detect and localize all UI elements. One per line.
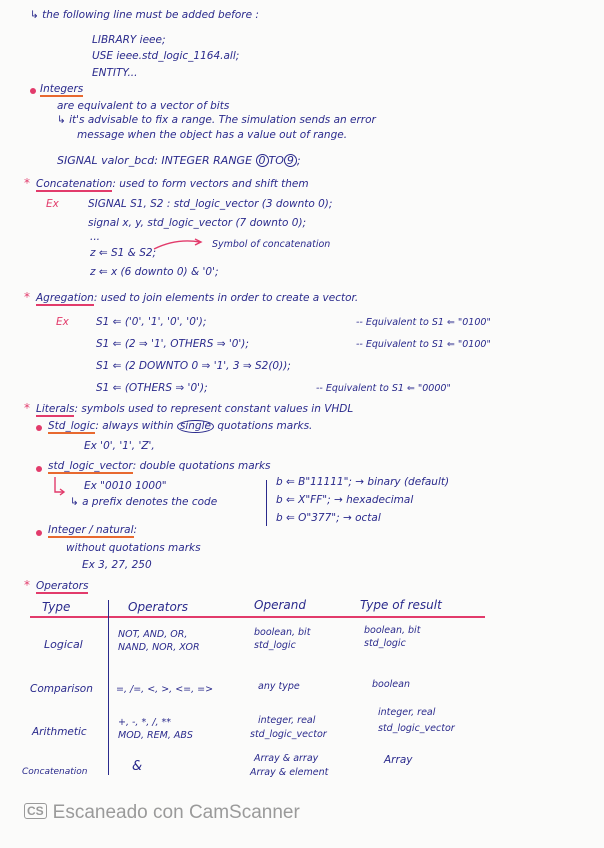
aggregation-code: S1 ⇐ (2 DOWNTO 0 ⇒ '1', 3 ⇒ S2(0)); — [96, 360, 291, 372]
table-cell-operand: Array & element — [250, 767, 329, 778]
star-bullet: * — [24, 401, 30, 415]
column-header: Type — [42, 600, 71, 614]
table-cell-operand: integer, real — [258, 715, 316, 726]
arrow-icon — [52, 476, 66, 498]
code-line: ENTITY... — [92, 67, 138, 79]
star-bullet: * — [24, 176, 30, 190]
table-cell-result: std_logic — [364, 638, 406, 649]
aggregation-heading: Agregation: used to join elements in order to create a vector. — [36, 292, 359, 304]
table-cell-operand: std_logic_vector — [250, 729, 327, 740]
watermark-text: Escaneado con CamScanner — [52, 802, 300, 823]
table-rule — [30, 616, 485, 618]
annotation: Symbol of concatenation — [212, 239, 331, 250]
integers-line: ↳ it's advisable to fix a range. The simulation sends an error — [57, 114, 376, 126]
brace — [266, 480, 273, 526]
column-header: Operators — [128, 600, 188, 614]
integer-example: Ex 3, 27, 250 — [82, 559, 152, 571]
camscanner-logo: CS — [24, 803, 47, 819]
code-line: signal x, y, std_logic_vector (7 downto 0); — [88, 217, 307, 229]
integers-heading: Integers — [40, 83, 84, 95]
aggregation-code: S1 ⇐ (2 ⇒ '1', OTHERS ⇒ '0'); — [96, 338, 249, 350]
literals-heading: Literals: symbols used to represent constant values in VHDL — [36, 403, 354, 415]
table-cell-ops: MOD, REM, ABS — [118, 730, 193, 741]
example-label: Ex — [56, 316, 69, 328]
column-header: Type of result — [360, 598, 442, 612]
bullet-dot — [36, 530, 42, 536]
table-cell-ops: +, -, *, /, ** — [118, 717, 171, 728]
table-cell-ops: NOT, AND, OR, — [118, 629, 188, 640]
camscanner-watermark — [24, 802, 300, 824]
vector-note: ↳ a prefix denotes the code — [70, 496, 218, 508]
code-line: z ⇐ x (6 downto 0) & '0'; — [90, 266, 219, 278]
code-line: SIGNAL S1, S2 : std_logic_vector (3 downto 0); — [88, 198, 333, 210]
example-label: Ex — [46, 198, 59, 210]
integer-note: without quotations marks — [66, 542, 201, 554]
star-bullet: * — [24, 290, 30, 304]
aggregation-comment: -- Equivalent to S1 ⇐ "0100" — [356, 339, 491, 350]
integer-literal-line: Integer / natural: — [48, 524, 138, 536]
column-header: Operand — [254, 598, 306, 612]
bullet-dot — [36, 466, 42, 472]
table-cell-operand: std_logic — [254, 640, 296, 651]
intro-note: ↳ the following line must be added before : — [30, 9, 259, 21]
table-divider — [108, 600, 109, 775]
star-bullet: * — [24, 578, 30, 592]
code-line: ... — [90, 231, 101, 243]
table-cell-result: boolean — [372, 679, 410, 690]
operators-heading: Operators — [36, 580, 89, 592]
bullet-dot — [30, 88, 36, 94]
aggregation-comment: -- Equivalent to S1 ⇐ "0100" — [356, 317, 491, 328]
aggregation-code: S1 ⇐ (OTHERS ⇒ '0'); — [96, 382, 208, 394]
table-cell-ops: NAND, NOR, XOR — [118, 642, 200, 653]
stdlogic-line: Std_logic: always within single quotations marks. — [48, 420, 313, 432]
aggregation-comment: -- Equivalent to S1 ⇐ "0000" — [316, 383, 451, 394]
concatenation-heading: Concatenation: used to form vectors and shift them — [36, 178, 309, 190]
bullet-dot — [36, 425, 42, 431]
prefix-hex: b ⇐ X"FF"; → hexadecimal — [276, 494, 414, 506]
table-cell-type: Logical — [44, 638, 83, 651]
vector-line: std_logic_vector: double quotations marks — [48, 460, 271, 472]
aggregation-code: S1 ⇐ ('0', '1', '0', '0'); — [96, 316, 207, 328]
table-cell-ops: =, /=, <, >, <=, => — [116, 684, 214, 695]
arrow-icon — [152, 236, 204, 252]
table-cell-type: Comparison — [30, 683, 93, 695]
table-cell-operand: any type — [258, 681, 300, 692]
code-line: z ⇐ S1 & S2; — [90, 247, 157, 259]
code-line: LIBRARY ieee; — [92, 34, 166, 46]
table-cell-result: std_logic_vector — [378, 723, 455, 734]
vector-example: Ex "0010 1000" — [84, 480, 167, 492]
integers-line: are equivalent to a vector of bits — [57, 100, 230, 112]
table-cell-result: Array — [384, 754, 413, 766]
table-cell-result: boolean, bit — [364, 625, 421, 636]
table-cell-operand: boolean, bit — [254, 627, 311, 638]
table-cell-type: Arithmetic — [32, 726, 87, 738]
table-cell-ops: & — [132, 759, 143, 774]
integers-line: message when the object has a value out of range. — [77, 129, 348, 141]
prefix-binary: b ⇐ B"11111"; → binary (default) — [276, 476, 450, 488]
integers-signal: SIGNAL valor_bcd: INTEGER RANGE 0 TO 9 ; — [57, 154, 301, 167]
table-cell-operand: Array & array — [254, 753, 319, 764]
table-cell-type: Concatenation — [22, 767, 88, 777]
stdlogic-example: Ex '0', '1', 'Z', — [84, 440, 155, 452]
table-cell-result: integer, real — [378, 707, 436, 718]
prefix-octal: b ⇐ O"377"; → octal — [276, 512, 381, 524]
code-line: USE ieee.std_logic_1164.all; — [92, 50, 240, 62]
